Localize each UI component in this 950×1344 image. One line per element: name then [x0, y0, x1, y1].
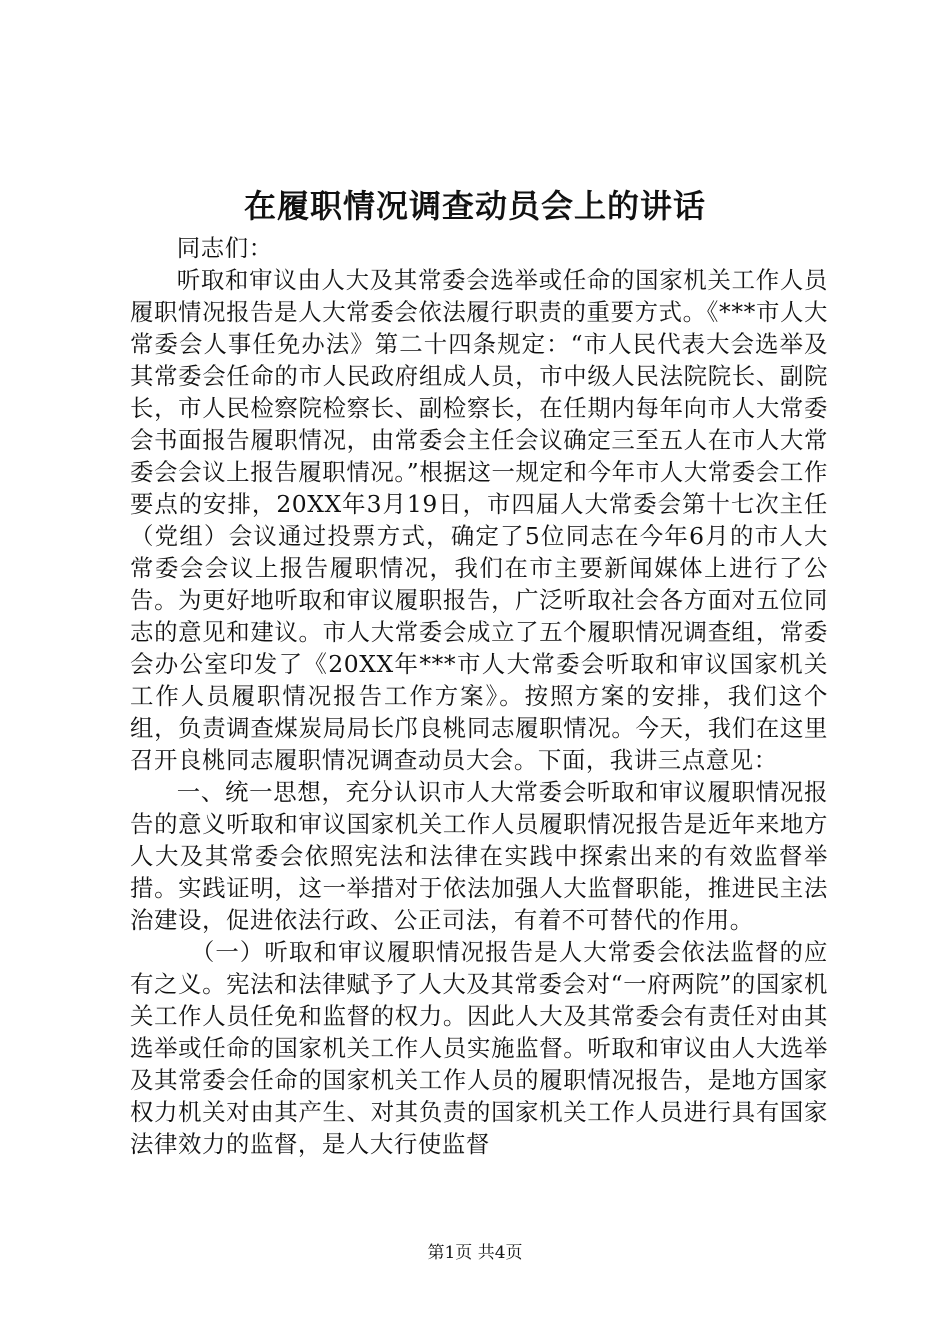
document-body	[130, 232, 828, 1160]
paragraph-section-one: 一、统一思想，充分认识市人大常委会听取和审议履职情况报告的意义听取和审议国家机关工作人员履职情况报告是近年来地方人大及其常委会依照宪法和法律在实践中探索出来的有效监督举措。实践证明，这一举措对于依法加强人大监督职能，推进民主法治建设，促进依法行政、公正司法，有着不可替代的作用。	[130, 778, 828, 934]
paragraph-subsection-one: （一）听取和审议履职情况报告是人大常委会依法监督的应有之义。宪法和法律赋予了人大及其常委会对“一府两院”的国家机关工作人员任免和监督的权力。因此人大及其常委会有责任对由其选举或任命的国家机关工作人员实施监督。听取和审议由人大选举及其常委会任命的国家机关工作人员的履职情况报告，是地方国家权力机关对由其产生、对其负责的国家机关工作人员进行具有国家法律效力的监督，是人大行使监督	[130, 938, 828, 1158]
document-title: 在履职情况调查动员会上的讲话	[243, 187, 706, 225]
page-footer: 第1页 共4页	[427, 1243, 523, 1263]
salutation: 同志们：	[176, 234, 273, 262]
paragraph-intro: 听取和审议由人大及其常委会选举或任命的国家机关工作人员履职情况报告是人大常委会依法履行职责的重要方式。《***市人大常委会人事任免办法》第二十四条规定：“市人民代表大会选举及其常委会任命的市人民政府组成人员，市中级人民法院院长、副院长，市人民检察院检察长、副检察长，在任期内每年向市人大常委会书面报告履职情况，由常委会主任会议确定三至五人在市人大常委会会议上报告履职情况。”根据这一规定和今年市人大常委会工作要点的安排，20XX年3月19日，市四届人大常委会第十七次主任（党组）会议通过投票方式，确定了5位同志在今年6月的市人大常委会会议上报告履职情况，我们在市主要新闻媒体上进行了公告。为更好地听取和审议履职报告，广泛听取社会各方面对五位同志的意见和建议。市人大常委会成立了五个履职情况调查组，常委会办公室印发了《20XX年***市人大常委会听取和审议国家机关工作人员履职情况报告工作方案》。按照方案的安排，我们这个组，负责调查煤炭局局长邝良桃同志履职情况。今天，我们在这里召开良桃同志履职情况调查动员大会。下面，我讲三点意见：	[130, 266, 828, 774]
